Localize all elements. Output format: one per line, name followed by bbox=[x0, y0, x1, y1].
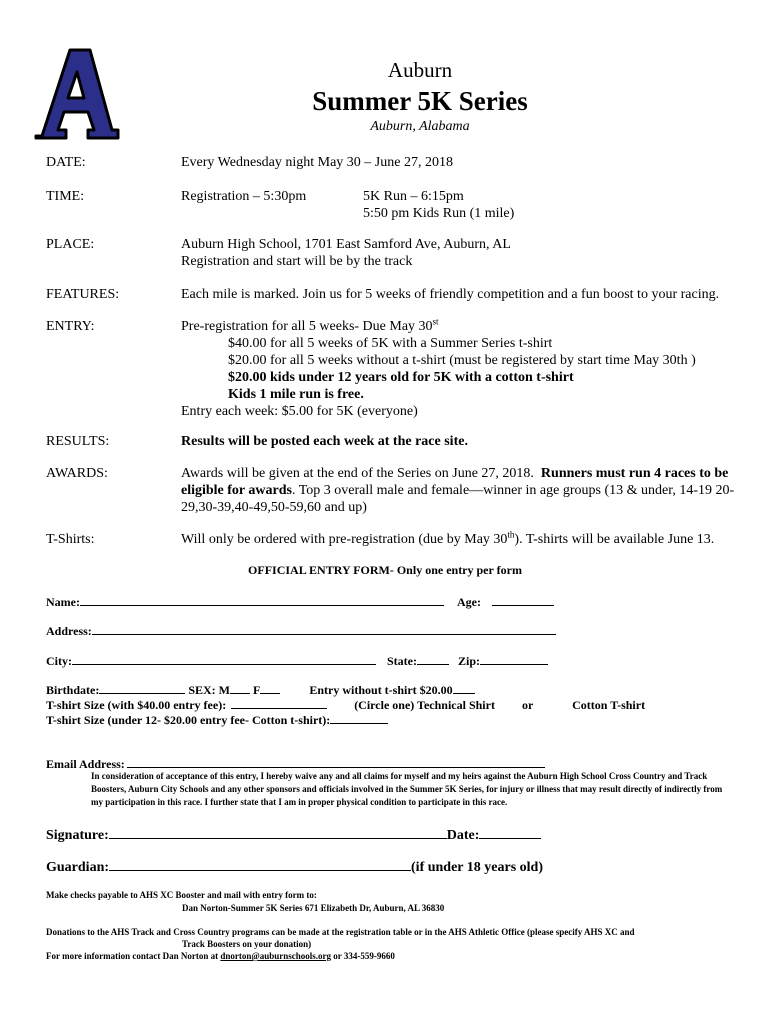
entry-line2: $20.00 for all 5 weeks without a t-shirt (must be registered by start time May 30th ) bbox=[228, 353, 696, 368]
entry-value bbox=[181, 318, 741, 420]
state-field[interactable] bbox=[417, 653, 449, 665]
city-field[interactable] bbox=[72, 653, 376, 665]
birthdate-line bbox=[46, 682, 475, 698]
form-title: OFFICIAL ENTRY FORM- Only one entry per form bbox=[248, 563, 522, 577]
name-label: Name: bbox=[46, 595, 80, 609]
place-line1: Auburn High School, 1701 East Samford Ave, Auburn, AL bbox=[181, 237, 511, 252]
features-label: FEATURES: bbox=[46, 287, 120, 302]
header-title: Summer 5K Series bbox=[312, 86, 528, 116]
entry-pre: Pre-registration for all 5 weeks- Due May 30st bbox=[181, 316, 439, 334]
sig-date-field[interactable] bbox=[479, 825, 541, 839]
entry-line4: Kids 1 mile run is free. bbox=[228, 387, 364, 402]
entry-without-field[interactable] bbox=[453, 682, 475, 694]
tshirt40-field[interactable] bbox=[231, 697, 327, 709]
contact-email-link[interactable]: dnorton@auburnschools.org bbox=[220, 951, 332, 961]
address-field[interactable] bbox=[92, 623, 556, 635]
sex-f-label: F bbox=[253, 683, 261, 697]
age-label: Age: bbox=[456, 595, 481, 609]
tshirt40-label: T-shirt Size (with $40.00 entry fee): bbox=[46, 698, 227, 712]
time-registration: Registration – 5:30pm bbox=[181, 189, 307, 204]
email-field[interactable] bbox=[127, 756, 545, 768]
place-value bbox=[181, 236, 741, 270]
contact-suffix: or 334-559-9660 bbox=[333, 951, 395, 961]
birthdate-field[interactable] bbox=[99, 682, 185, 694]
zip-label: Zip: bbox=[458, 654, 481, 668]
awards-value: Awards will be given at the end of the Series on June 27, 2018. Runners must run 4 races to be eligible for awards. Top 3 overall male and female—winner in age groups (13 & under, 14-19 20-29,30-39,40-49,50-59,60 and up) bbox=[181, 466, 735, 515]
sig-date-label: Date: bbox=[446, 828, 480, 843]
entry-line3: $20.00 kids under 12 years old for 5K with a cotton t-shirt bbox=[228, 370, 574, 385]
date-label: DATE: bbox=[46, 155, 86, 170]
circle-one-label[interactable]: (Circle one) Technical Shirt bbox=[354, 698, 495, 712]
tshirts-value: Will only be ordered with pre-registration (due by May 30th). T-shirts will be available June 13. bbox=[181, 529, 715, 547]
guardian-field[interactable] bbox=[109, 857, 411, 871]
guardian-note: (if under 18 years old) bbox=[411, 860, 543, 875]
results-label: RESULTS: bbox=[46, 434, 110, 449]
awards-label: AWARDS: bbox=[46, 466, 108, 481]
contact-line bbox=[46, 951, 395, 961]
zip-field[interactable] bbox=[480, 653, 548, 665]
name-line bbox=[46, 594, 554, 610]
waiver-text: In consideration of acceptance of this entry, I hereby waive any and all claims for myself and my heirs against the Auburn High School Cross Country and Track Boosters, Auburn City Schools and any other sponsors and officials involved in the Summer 5K Series, for injury or illness that may result directly of indirectly from my participation in this race. I further state that I am in proper physical condition to participate in this race. bbox=[91, 771, 723, 807]
email-label: Email Address: bbox=[46, 757, 125, 771]
entry-label: ENTRY: bbox=[46, 319, 95, 334]
header-location: Auburn, Alabama bbox=[370, 119, 470, 134]
entry-line5: Entry each week: $5.00 for 5K (everyone) bbox=[181, 404, 418, 419]
birthdate-label: Birthdate: bbox=[46, 683, 100, 697]
contact-prefix: For more information contact Dan Norton at bbox=[46, 951, 219, 961]
address-label: Address: bbox=[46, 624, 92, 638]
city-line bbox=[46, 653, 548, 669]
features-value: Each mile is marked. Join us for 5 weeks of friendly competition and a fun boost to your racing. bbox=[181, 287, 720, 302]
tshirt40-line bbox=[46, 697, 645, 713]
entry-without-label: Entry without t-shirt $20.00 bbox=[309, 683, 453, 697]
or-label: or bbox=[521, 698, 534, 712]
place-line2: Registration and start will be by the track bbox=[181, 254, 413, 269]
sex-m-field[interactable] bbox=[230, 682, 250, 694]
time-value bbox=[181, 188, 741, 221]
tshirts-label: T-Shirts: bbox=[46, 532, 95, 547]
state-label: State: bbox=[387, 654, 417, 668]
guardian-line bbox=[46, 857, 543, 876]
name-field[interactable] bbox=[80, 594, 444, 606]
address-line bbox=[46, 623, 556, 639]
time-label: TIME: bbox=[46, 189, 85, 204]
guardian-label: Guardian: bbox=[46, 860, 110, 875]
date-value: Every Wednesday night May 30 – June 27, 2018 bbox=[181, 155, 453, 170]
signature-line bbox=[46, 825, 541, 844]
sex-label: SEX: M bbox=[188, 683, 230, 697]
donations-line1: Donations to the AHS Track and Cross Country programs can be made at the registration table or in the AHS Athletic Office (please specify AHS XC and bbox=[46, 927, 635, 937]
sex-f-field[interactable] bbox=[260, 682, 280, 694]
checks-line2: Dan Norton-Summer 5K Series 671 Elizabeth Dr, Auburn, AL 36830 bbox=[182, 903, 445, 913]
time-run-col bbox=[363, 188, 514, 222]
city-label: City: bbox=[46, 654, 72, 668]
tshirt12-label: T-shirt Size (under 12- $20.00 entry fee- Cotton t-shirt): bbox=[46, 713, 331, 727]
time-run: 5K Run – 6:15pm bbox=[363, 189, 464, 204]
entry-line1: $40.00 for all 5 weeks of 5K with a Summer Series t-shirt bbox=[228, 336, 553, 351]
donations-line2: Track Boosters on your donation) bbox=[182, 939, 312, 949]
place-label: PLACE: bbox=[46, 237, 95, 252]
checks-line1: Make checks payable to AHS XC Booster and mail with entry form to: bbox=[46, 890, 317, 900]
signature-field[interactable] bbox=[109, 825, 447, 839]
signature-label: Signature: bbox=[46, 828, 109, 843]
auburn-a-logo-icon bbox=[30, 42, 122, 140]
header-org: Auburn bbox=[387, 58, 453, 82]
age-field[interactable] bbox=[492, 594, 554, 606]
cotton-option[interactable]: Cotton T-shirt bbox=[572, 698, 646, 712]
tshirt12-line bbox=[46, 712, 388, 728]
results-value: Results will be posted each week at the race site. bbox=[181, 434, 468, 449]
time-kids: 5:50 pm Kids Run (1 mile) bbox=[363, 206, 515, 221]
tshirt12-field[interactable] bbox=[330, 712, 388, 724]
